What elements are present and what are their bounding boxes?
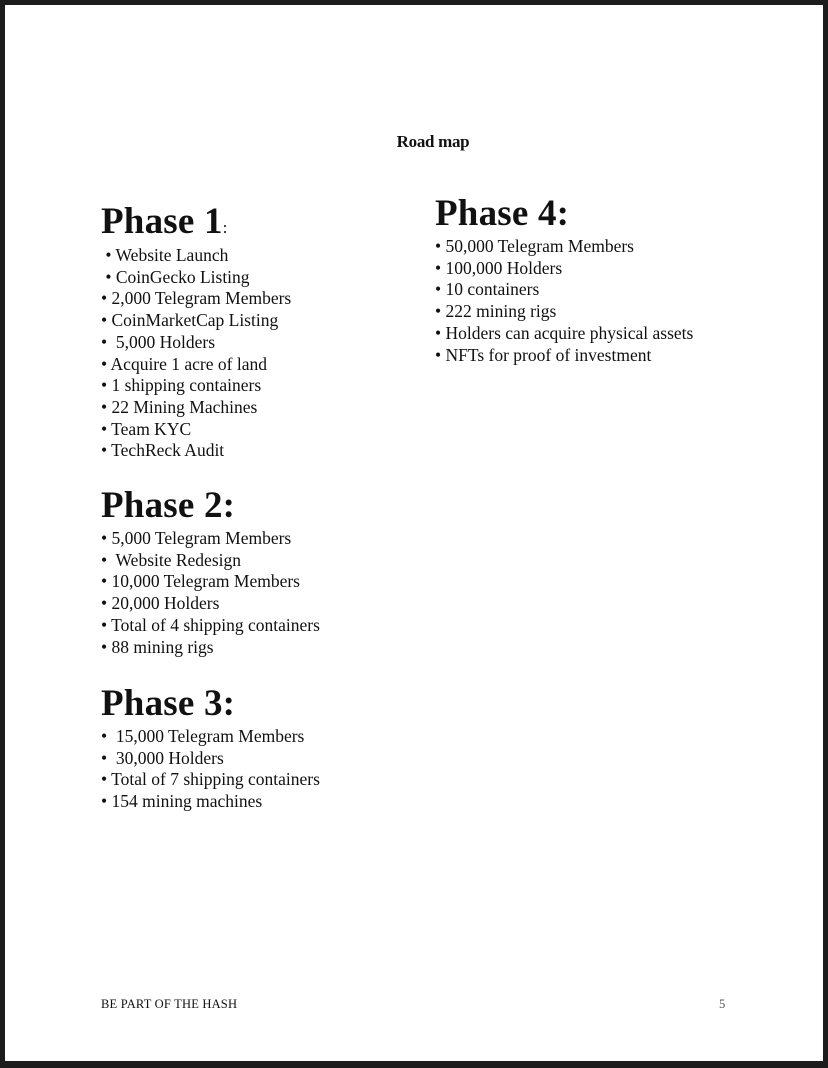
phase-1-title: Phase 1: [101, 201, 223, 242]
list-item: • Website Redesign: [101, 549, 241, 570]
phase-4-heading: Phase 4:: [435, 193, 570, 234]
list-item: • 222 mining rigs: [435, 301, 557, 322]
list-item: • Total of 4 shipping containers: [101, 614, 320, 635]
list-item: • 88 mining rigs: [101, 636, 214, 657]
list-item: • Total of 7 shipping containers: [101, 769, 320, 790]
list-item: • 10,000 Telegram Members: [101, 571, 300, 592]
list-item: • CoinMarketCap Listing: [101, 310, 279, 331]
phase-1-heading: [101, 203, 291, 240]
list-item: • Holders can acquire physical assets: [435, 322, 694, 343]
page-title: Road map: [396, 132, 470, 151]
list-item: • 22 Mining Machines: [101, 396, 258, 417]
phase-1-list: [101, 245, 291, 462]
phase-2-section: [101, 487, 320, 658]
list-item: • 2,000 Telegram Members: [101, 288, 292, 309]
list-item: • 5,000 Holders: [101, 331, 216, 352]
list-item: • 10 containers: [435, 279, 540, 300]
phase-3-heading: Phase 3:: [101, 683, 236, 724]
list-item: • TechReck Audit: [101, 440, 225, 461]
list-item: • NFTs for proof of investment: [435, 344, 652, 365]
phase-3-list: [101, 726, 320, 813]
document-page: [5, 5, 823, 1061]
list-item: • 30,000 Holders: [101, 747, 224, 768]
list-item: • 20,000 Holders: [101, 593, 220, 614]
list-item: • Acquire 1 acre of land: [101, 353, 267, 374]
phase-1-section: [101, 203, 291, 462]
list-item: • 154 mining machines: [101, 791, 263, 812]
phase-3-section: [101, 685, 320, 813]
list-item: • 5,000 Telegram Members: [101, 528, 292, 548]
list-item: • 50,000 Telegram Members: [435, 236, 634, 256]
list-item: • Team KYC: [101, 418, 192, 439]
phase-2-list: [101, 528, 320, 658]
list-item: • Website Launch: [101, 245, 229, 265]
list-item: • 100,000 Holders: [435, 257, 563, 278]
list-item: • 1 shipping containers: [101, 375, 262, 396]
page-number: 5: [719, 997, 726, 1011]
list-item: • CoinGecko Listing: [101, 266, 250, 287]
footer-text: BE PART OF THE HASH: [101, 997, 238, 1011]
phase-4-list: [435, 236, 693, 366]
phase-1-colon: :: [222, 218, 228, 237]
list-item: • 15,000 Telegram Members: [101, 726, 305, 746]
phase-2-heading: Phase 2:: [101, 485, 236, 526]
phase-4-section: [435, 195, 693, 366]
